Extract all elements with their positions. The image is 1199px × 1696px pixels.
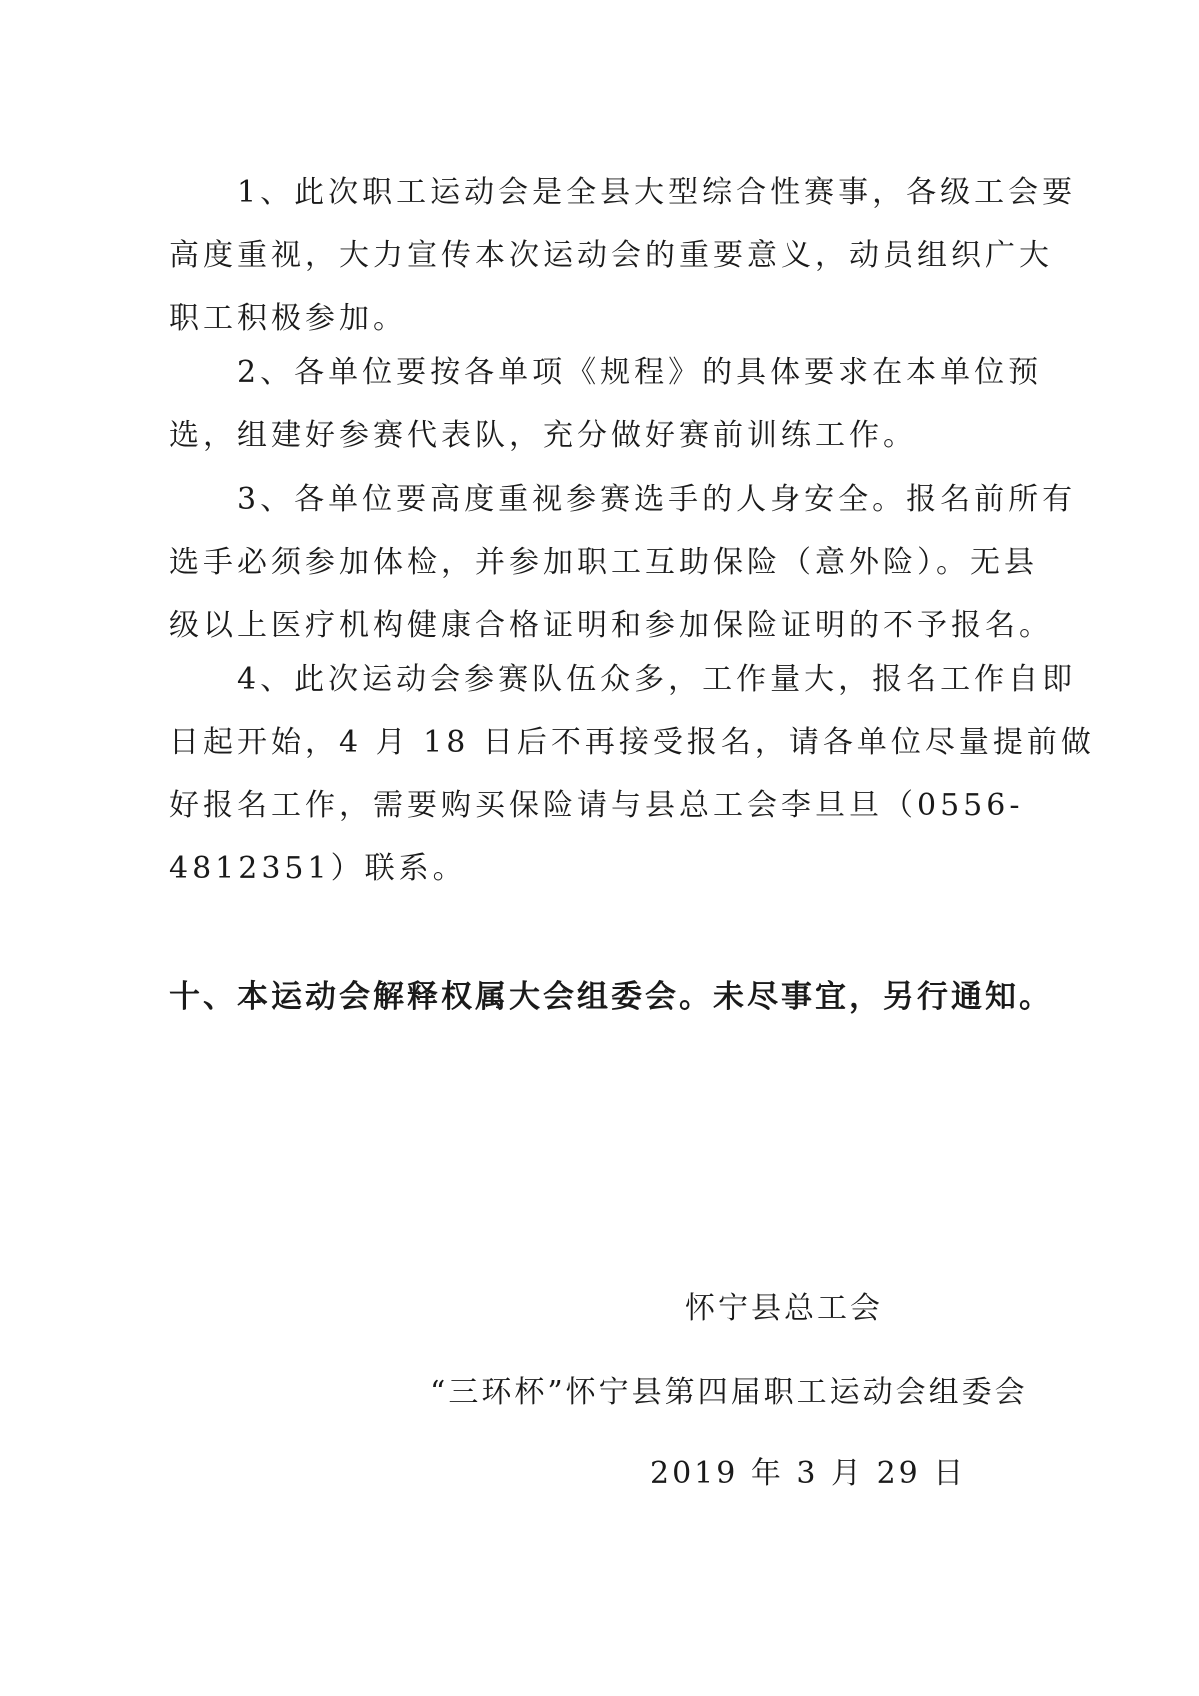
paragraph-line: 4812351）联系。	[169, 851, 467, 886]
paragraph-2	[169, 341, 1049, 467]
paragraph-line: 好报名工作，需要购买保险请与县总工会李旦旦（0556-	[169, 788, 1024, 823]
paragraph-line: 1、此次职工运动会是全县大型综合性赛事，各级工会要	[169, 175, 1077, 210]
paragraph-line: 选手必须参加体检，并参加职工互助保险（意外险）。无县	[169, 545, 1038, 580]
paragraph-line: 级以上医疗机构健康合格证明和参加保险证明的不予报名。	[169, 608, 1053, 643]
section-ten-heading: 十、本运动会解释权属大会组委会。未尽事宜，另行通知。	[169, 979, 1053, 1015]
paragraph-1	[169, 161, 1077, 350]
paragraph-line: 2、各单位要按各单项《规程》的具体要求在本单位预	[169, 355, 1043, 390]
paragraph-line: 3、各单位要高度重视参赛选手的人身安全。报名前所有	[169, 482, 1077, 517]
paragraph-4	[169, 648, 1095, 900]
paragraph-line: 高度重视，大力宣传本次运动会的重要意义，动员组织广大	[169, 238, 1053, 273]
paragraph-line: 选，组建好参赛代表队，充分做好赛前训练工作。	[169, 418, 917, 453]
signature-org: 怀宁县总工会	[685, 1291, 883, 1326]
paragraph-line: 4、此次运动会参赛队伍众多，工作量大，报名工作自即	[169, 662, 1077, 697]
signature-committee: “三环杯”怀宁县第四届职工运动会组委会	[430, 1375, 1028, 1410]
paragraph-line: 职工积极参加。	[169, 301, 407, 336]
paragraph-3	[169, 468, 1077, 657]
signature-date: 2019 年 3 月 29 日	[650, 1456, 967, 1491]
paragraph-line: 日起开始，4 月 18 日后不再接受报名，请各单位尽量提前做	[169, 725, 1095, 760]
